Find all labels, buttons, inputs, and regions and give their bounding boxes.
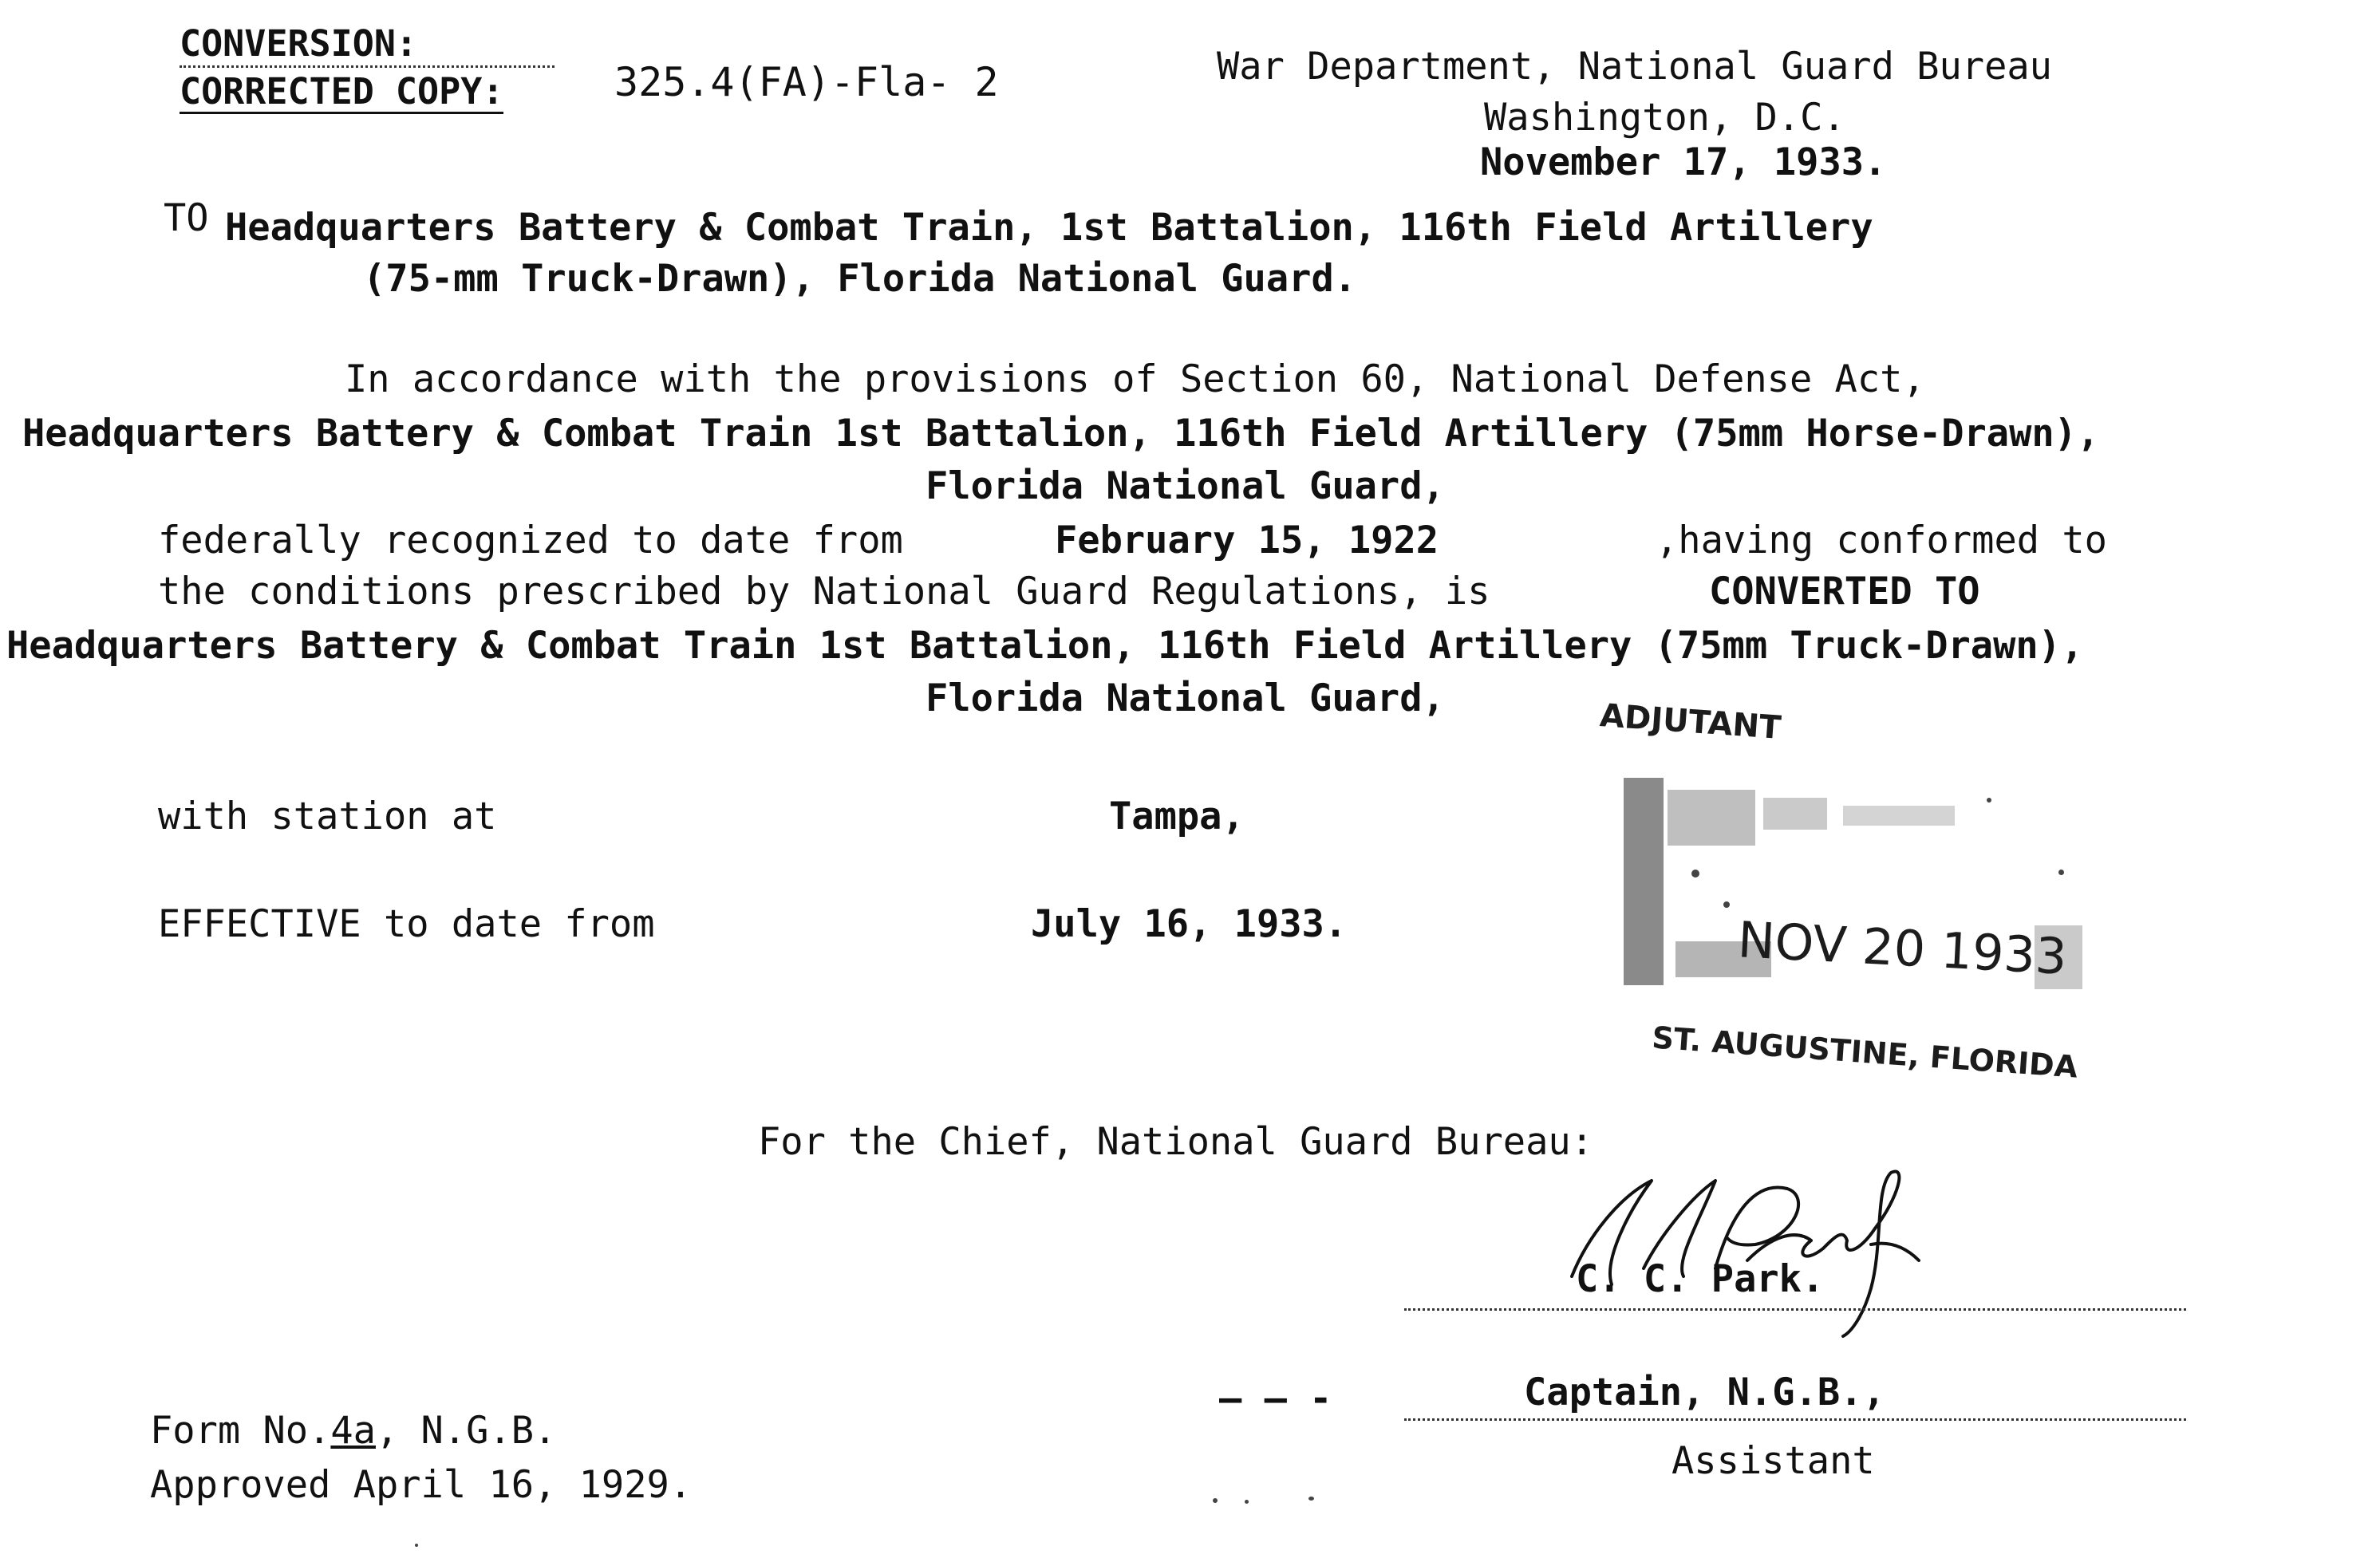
station-label: with station at [158,795,497,838]
form-prefix: Form No. [150,1409,331,1453]
conversion-underline [180,65,555,68]
stamp-bottom-text: ST. AUGUSTINE, FLORIDA [1651,1020,2079,1085]
signer-role: Assistant [1672,1439,1875,1483]
file-number: 325.4(FA)-Fla- 2 [614,59,999,105]
signature-line [1404,1308,2186,1311]
station-value: Tampa, [1109,795,1245,838]
addressee-line-2: (75-mm Truck-Drawn), Florida National Guard. [363,257,1357,301]
converted-to-label: CONVERTED TO [1709,570,1980,613]
received-stamp [1604,774,2098,1029]
paper-speck [1245,1500,1249,1504]
signature-for-line: For the Chief, National Guard Bureau: [758,1120,1593,1164]
letter-date: November 17, 1933. [1480,140,1887,184]
handwritten-signature [1556,1149,1939,1340]
form-suffix: , N.G.B. [375,1409,557,1453]
to-prefix: TO [164,196,209,240]
paper-speck [1308,1497,1314,1501]
conditions-text: the conditions prescribed by National Guard Regulations, is [158,570,1490,613]
signer-name: C. C. Park. [1576,1257,1825,1301]
conversion-label: CONVERSION: [180,22,418,65]
recognized-suffix: ,having conformed to [1656,519,2107,562]
form-number-line [150,1409,557,1453]
effective-label: EFFECTIVE to date from [158,902,655,946]
dash-marks: — — - [1219,1377,1332,1421]
signer-title: Captain, N.G.B., [1524,1371,1885,1414]
form-number: 4a [330,1409,376,1453]
new-unit-line-1: Headquarters Battery & Combat Train 1st Battalion, 116th Field Artillery (75mm Truck-Drawn), [6,624,2084,668]
stamp-date-text: NOV 20 1933 [1736,910,2069,986]
stamp-top-text: ADJUTANT [1598,697,1782,747]
addressee-line-1: Headquarters Battery & Combat Train, 1st Battalion, 116th Field Artillery [225,206,1873,250]
recognized-date: February 15, 1922 [1055,519,1439,562]
department-name: War Department, National Guard Bureau [1217,45,2052,89]
corrected-copy-label: CORRECTED COPY: [180,70,504,112]
approved-date: Approved April 16, 1929. [150,1463,693,1507]
title-line [1404,1418,2186,1421]
recognized-prefix: federally recognized to date from [158,519,903,562]
effective-value: July 16, 1933. [1031,902,1348,946]
paper-speck [1213,1498,1218,1503]
department-city: Washington, D.C. [1484,96,1845,140]
intro-text: In accordance with the provisions of Section 60, National Defense Act, [345,357,1925,401]
old-unit-line-1: Headquarters Battery & Combat Train 1st Battalion, 116th Field Artillery (75mm Horse-Drawn), [22,412,2100,456]
new-unit-line-2: Florida National Guard, [926,676,1445,720]
paper-speck [415,1544,418,1547]
old-unit-line-2: Florida National Guard, [926,464,1445,508]
